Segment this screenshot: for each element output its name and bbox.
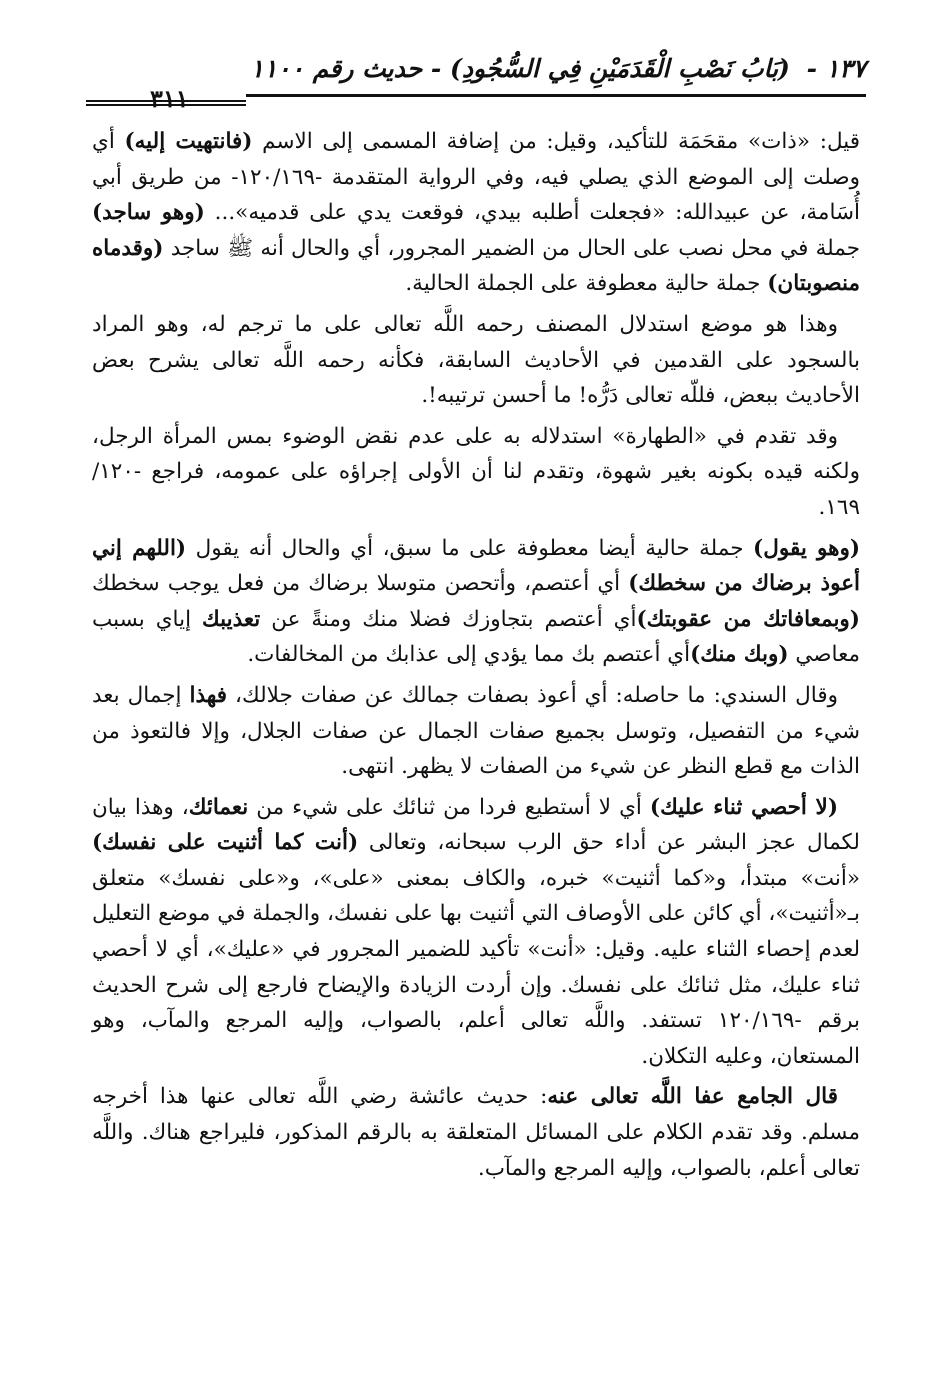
text-segment: قيل: «ذات» مقحَمَة للتأكيد، وقيل: من إضافة المسمى إلى الاسم (252, 129, 860, 154)
text-segment: وقد تقدم في «الطهارة» استدلاله به على عدم نقض الوضوء بمس المرأة الرجل، ولكنه قيده بكونه بغير شهوة، وتقدم لنا أن الأولى إجراؤه على عمومه، فراجع -١٢٠/ ١٦٩. (92, 423, 860, 520)
page-body (92, 124, 860, 1191)
text-segment: «أنت» مبتدأ، و«كما أثنيت» خبره، والكاف بمعنى «على»، و«على نفسك» متعلق بـ«أثنيت»، أي كائن على الأوصاف التي أثنيت بها على نفسك، والجملة في موضع التعليل لعدم إحصاء الثناء عليه. وقيل: «أنت» تأكيد للضمير المجرور في «عليك»، أي لا أحصي ثناء عليك، مثل ثنائك على نفسك. وإن أردت الزيادة والإيضاح فارجع إلى شرح الحديث برقم -١٢٠/١٦٩ تستفد. واللَّه تعالى أعلم، بالصواب، وإليه المرجع والمآب، وهو المستعان، وعليه التكلان. (92, 865, 860, 1069)
text-segment: : حديث عائشة رضي اللَّه تعالى عنها هذا أخرجه مسلم. وقد تقدم الكلام على المسائل المتعلقة به بالرقم المذكور، فليراجع هناك. واللَّه تعالى أعلم، بالصواب، وإليه المرجع والمآب. (92, 1084, 860, 1181)
chapter-title: (بَابُ نَصْبِ الْقَدَمَيْنِ فِي السُّجُودِ) (449, 54, 790, 83)
text-segment: جملة حالية أيضا معطوفة على ما سبق، أي والحال أنه يقول (186, 535, 754, 561)
paragraph (92, 419, 860, 526)
bold-text-segment: نعمائك (188, 794, 249, 820)
text-segment: وهذا هو موضع استدلال المصنف رحمه اللَّه تعالى على ما ترجم له، وهو المراد بالسجود على القدمين في الأحاديث السابقة، فكأنه رحمه اللَّه تعالى يشرح بعض الأحاديث ببعض، فللّه تعالى دَرُّه! ما أحسن ترتيبه!. (92, 311, 860, 409)
paragraph (92, 790, 860, 1075)
page-number-rule-bottom (86, 104, 246, 106)
hadith-label: - حديث رقم ١١٠٠ (250, 54, 442, 83)
paragraph (92, 1079, 860, 1186)
bold-text-segment: (وقدماه منصوبتان) (92, 235, 860, 297)
text-segment: ، وهذا بيان لكمال عجز البشر عن أداء حق الرب سبحانه، وتعالى (92, 794, 860, 856)
text-segment: وقال السندي: ما حاصله: أي أعوذ بصفات جمالك عن صفات جلالك، (227, 682, 838, 708)
bold-text-segment: قال الجامع عفا اللَّه تعالى عنه (547, 1084, 838, 1110)
text-segment: أي أعتصم بتجاوزك فضلا منك ومنةً عن (260, 606, 637, 632)
header-title (250, 54, 866, 83)
text-segment: أي أعتصم، وأتحصن متوسلا برضاك من فعل يوجب سخطك (92, 571, 629, 597)
bold-text-segment: فهذا (189, 682, 227, 708)
bold-text-segment: (وهو ساجد) (92, 200, 205, 226)
text-segment: أي وصلت إلى الموضع الذي يصلي فيه، وفي الرواية المتقدمة -١٢٠/١٦٩- من طريق أبي أُسَامة، عن عبيدالله: «فجعلت أطلبه بيدي، فوقعت يدي على قدميه»... (92, 129, 860, 226)
paragraph (92, 678, 860, 785)
running-header (86, 54, 866, 113)
text-segment: جملة حالية معطوفة على الجملة الحالية. (405, 271, 768, 297)
chapter-number: ١٣٧ - (806, 54, 866, 83)
bold-text-segment: (وبك منك) (690, 642, 789, 668)
bold-text-segment: (وهو يقول) (753, 535, 860, 561)
text-segment: أي لا أستطيع فردا من ثنائك على شيء من (248, 794, 650, 820)
bold-text-segment: (وبمعافاتك من عقوبتك) (636, 606, 860, 632)
paragraph (92, 124, 860, 302)
bold-text-segment: (أنت كما أثنيت على نفسك) (92, 830, 359, 856)
paragraph (92, 531, 860, 673)
bold-text-segment: (لا أحصي ثناء عليك) (649, 794, 838, 820)
page-number: ٣١١ (150, 84, 189, 113)
text-segment: جملة في محل نصب على الحال من الضمير المجرور، أي والحال أنه ﷺ ساجد (163, 235, 860, 261)
bold-text-segment: تعذيبك (202, 606, 261, 632)
page-number-rule-top (86, 100, 246, 102)
text-segment: إجمال بعد شيء من التفصيل، وتوسل بجميع صفات الجمال عن صفات الجلال، وإلا فالتعوذ من الذات مع قطع النظر عن شيء من الصفات لا يظهر. انتهى. (92, 682, 860, 780)
bold-text-segment: (اللهم إني أعوذ برضاك من سخطك) (92, 535, 860, 597)
bold-text-segment: (فانتهيت إليه) (124, 129, 253, 154)
text-segment: إياي بسبب معاصي (92, 606, 860, 668)
paragraph (92, 307, 860, 414)
text-segment: أي أعتصم بك مما يؤدي إلى عذابك من المخالفات. (247, 642, 691, 668)
header-rule (246, 94, 866, 97)
